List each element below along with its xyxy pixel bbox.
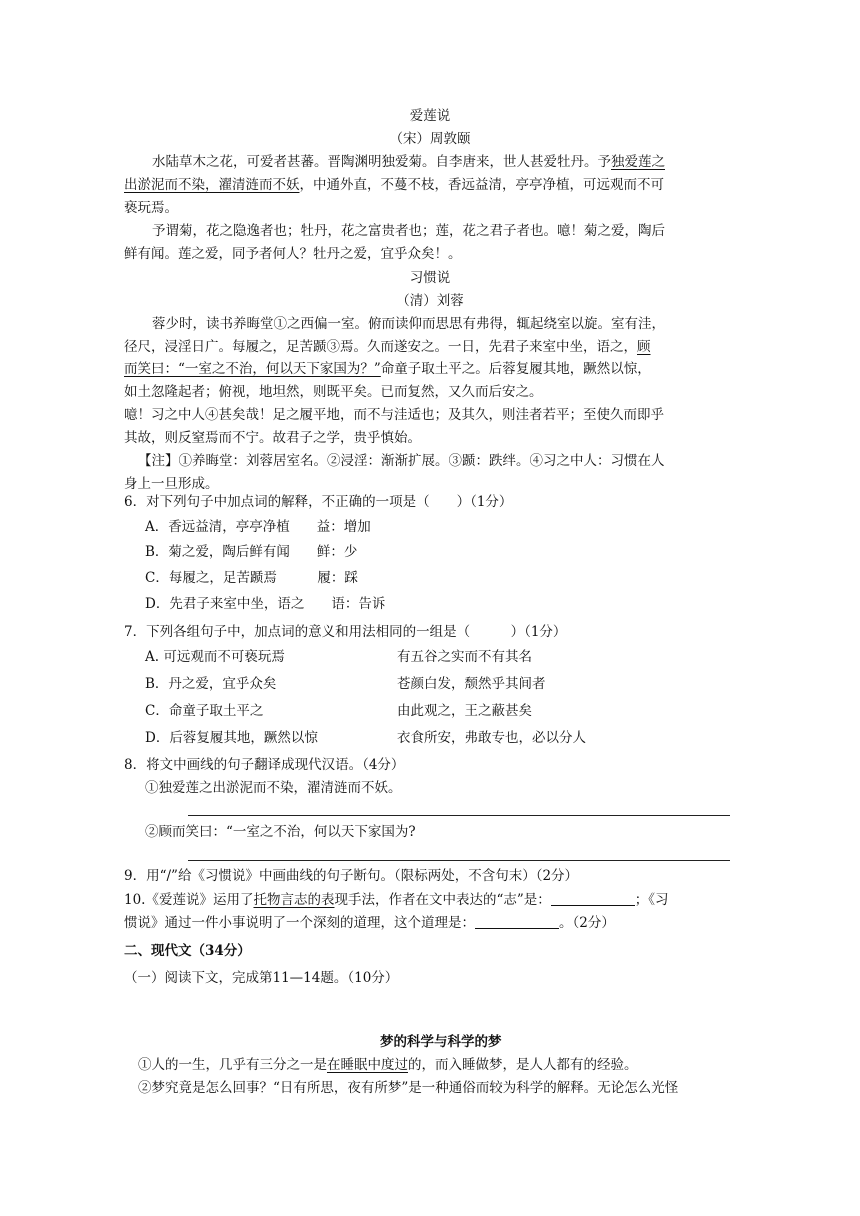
q7-option-d-right: 衣食所安，弗敢专也，必以分人 [397,730,586,746]
text-span: ；《习 [634,892,669,908]
text-span: 水陆草木之花，可爱者甚蕃。晋陶渊明独爱菊。自李唐来，世人甚爱牡丹。予 [152,154,611,170]
text-span: 惯说》通过一件小事说明了一个深刻的道理，这个道理是： [124,915,475,931]
q10-blank-2[interactable] [475,914,559,929]
underlined-text: 在睡眠中度过 [327,1057,408,1073]
article-paragraph-2: ②梦究竟是怎么回事？“日有所思，夜有所梦”是一种通俗而较为科学的解释。无论怎么光怪 [138,1080,679,1096]
q6-option-a: A．香远益清，亭亭净植 益：增加 [145,519,371,535]
poem2-line2 [124,337,651,357]
poem1-p1-line2 [124,175,664,195]
underlined-text: 顾 [637,339,651,355]
poem2-line4: 如土忽隆起者；俯视，地坦然，则既平矣。已而复然，又久而后安之。 [124,384,543,400]
poem2-line3 [124,359,651,379]
underlined-text: 出淤泥而不染，濯清涟而不妖 [124,177,300,193]
text-span: 命童子取土平之。后蓉复履其地，蹶然以惊， [380,361,651,377]
poem1-p1-line3: 亵玩焉。 [124,200,178,216]
text-span: ①人的一生，几乎有三分之一是 [138,1057,327,1073]
q7-stem: 7．下列各组句子中，加点词的意义和用法相同的一组是（ ）（1分） [124,624,567,640]
article-title: 梦的科学与科学的梦 [380,1034,502,1050]
text-span: 。（2分） [559,915,615,931]
poem1-p2-line1: 予谓菊，花之隐逸者也；牡丹，花之富贵者也；莲，花之君子者也。噫！菊之爱，陶后 [152,223,665,239]
q6-stem: 6．对下列句子中加点词的解释，不正确的一项是（ ）（1分） [124,494,513,510]
poem1-author: （宋）周敦颐 [389,131,471,147]
poem2-line5: 噫！习之中人④甚矣哉！足之履平地，而不与洼适也；及其久，则洼者若平；至使久而即乎 [124,407,664,423]
poem2-title: 习惯说 [409,270,451,286]
poem1-p1-line1 [152,152,665,172]
poem1-p2-line2: 鲜有闻。莲之爱，同予者何人？牡丹之爱，宜乎众矣！。 [124,246,462,262]
poem2-line6: 其故，则反窒焉而不宁。故君子之学，贵乎慎始。 [124,430,421,446]
section2-heading: 二、现代文（34分） [124,943,251,959]
q8-sentence-2: ②顾而笑曰：“一室之不治，何以天下家国为? [145,824,416,840]
q8-sentence-1: ①独爱莲之出淤泥而不染，濯清涟而不妖。 [145,780,402,796]
q8-answer-line-2[interactable] [188,860,730,861]
q10-line1 [124,890,669,910]
q6-option-c: C．每履之，足苦踬焉 履：踩 [145,570,358,586]
underlined-text: 托物言志的表 [253,892,335,908]
q6-option-d: D．先君子来室中坐，语之 语：告诉 [145,596,386,612]
q6-option-b: B．菊之爱，陶后鲜有闻 鲜：少 [145,544,358,560]
q10-blank-1[interactable] [551,891,635,906]
q7-option-a-left: A. 可远观而不可亵玩焉 [145,649,285,665]
q7-option-a-right: 有五谷之实而不有其名 [397,649,532,665]
poem2-note-line1: 【注】①养晦堂：刘蓉居室名。②浸淫：渐渐扩展。③踬：跌绊。④习之中人：习惯在人 [138,453,665,469]
text-span: 的，而入睡做梦，是人人都有的经验。 [408,1057,638,1073]
underlined-text: 而笑曰：“一室之不治，何以天下家国为？” [124,361,381,377]
text-span: 径尺，浸淫日广。每履之，足苦踬③焉。久而遂安之。一日，先君子来室中坐，语之， [124,339,637,355]
article-paragraph-1 [138,1055,638,1075]
q7-option-c-right: 由此观之，王之蔽甚矣 [397,703,532,719]
text-span: ，中通外直，不蔓不枝，香远益清，亭亭净植，可远观而不可 [299,177,664,193]
q8-stem: 8．将文中画线的句子翻译成现代汉语。（4分） [124,757,405,773]
q7-option-d-left: D．后蓉复履其地，蹶然以惊 [145,730,318,746]
q9-stem: 9．用“/”给《习惯说》中画曲线的句子断句。（限标两处，不含句末）（2分） [124,868,579,884]
text-span: 10.《爱莲说》运用了 [124,892,254,908]
section2-subheading: （一）阅读下文，完成第11—14题。（10分） [124,970,399,986]
text-span: 现手法，作者在文中表达的“志”是： [334,892,551,908]
q7-option-c-left: C．命童子取土平之 [145,703,264,719]
q8-answer-line-1[interactable] [188,815,730,816]
poem2-author: （清）刘蓉 [396,293,464,309]
underlined-text: 独爱莲之 [611,154,665,170]
q7-option-b-left: B．丹之爱，宜乎众矣 [145,676,277,692]
poem2-note-line2: 身上一旦形成。 [124,476,219,492]
q7-option-b-right: 苍颜白发，颓然乎其间者 [397,676,546,692]
poem2-line1: 蓉少时，读书养晦堂①之西偏一室。俯而读仰而思思有弗得，辄起绕室以旋。室有洼， [152,316,665,332]
poem1-title: 爱莲说 [409,108,451,124]
q10-line2 [124,913,615,933]
